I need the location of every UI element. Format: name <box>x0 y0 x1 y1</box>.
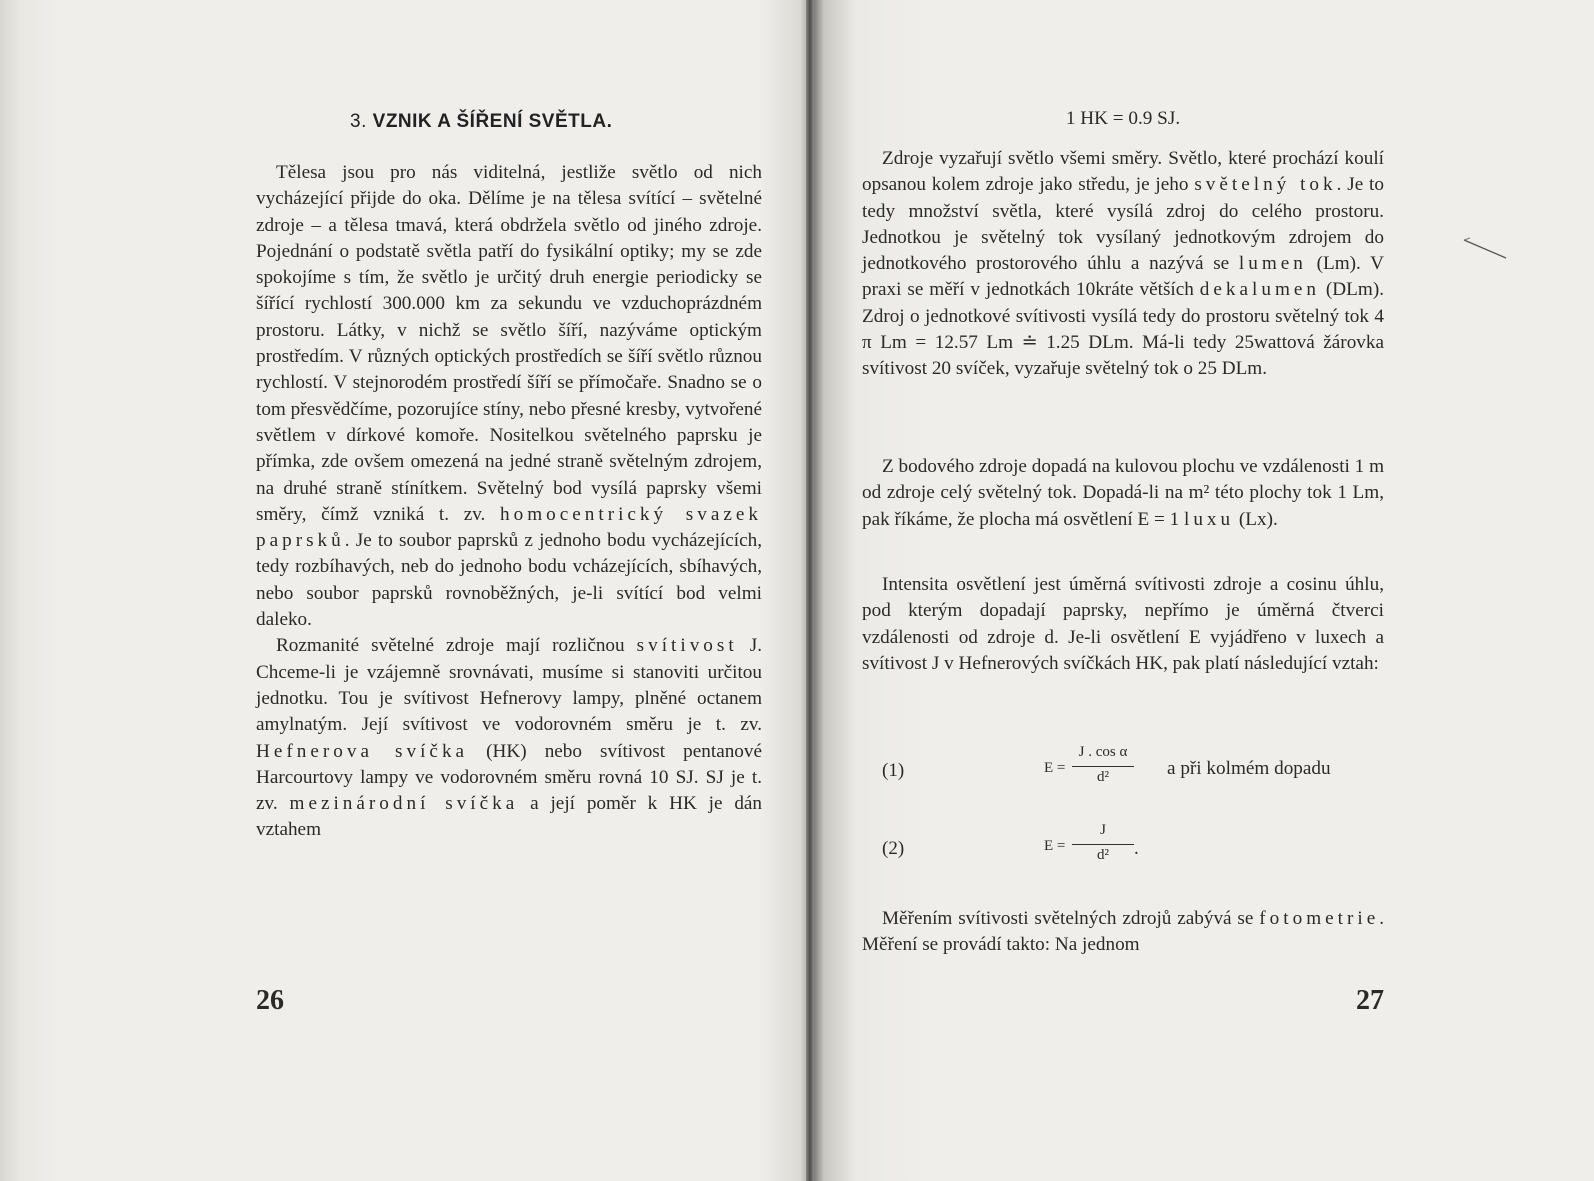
equation-2-lhs: E = <box>1044 838 1066 854</box>
left-p2-b: J. Chceme-li je vzájemně srovnávati, musíme si stanoviti určitou jednotku. Tou je svítivost Hefnerovy lampy, plněné octanem amylnatým. Její svítivost ve vodorovném směru je t. zv. <box>256 635 762 736</box>
fraction-bar <box>1072 844 1134 845</box>
left-paragraph-1-block <box>256 160 762 844</box>
left-page-number: 26 <box>256 985 284 1016</box>
right-p1-c: (Lm). V praxi se měří v jednotkách 10kráte větších <box>862 253 1385 301</box>
left-p2-d: a její poměr k HK je dán vztahem <box>256 793 763 841</box>
equation-1 <box>862 744 1384 794</box>
chapter-number: 3. <box>350 111 367 132</box>
right-p2-a: Z bodového zdroje dopadá na kulovou plochu ve vzdálenosti 1 m od zdroje celý světelný tok. Dopadá-li na m² této plochy tok 1 Lm, pak říkáme, že plocha má osvětlení E = 1 <box>862 456 1384 530</box>
right-paragraph-3: Intensita osvětlení jest úměrná svítivosti zdroje a cosinu úhlu, pod kterým dopadají paprsky, nepřímo je úměrná čtverci vzdálenosti od zdroje d. Je-li osvětlení E vyjádřeno v luxech a svítivost J v Hefnerových svíčkách HK, pak platí následující vztah: <box>862 574 1384 674</box>
fraction-bar <box>1072 766 1134 767</box>
equation-1-label: (1) <box>882 760 905 781</box>
right-paragraph-3-block <box>862 572 1384 677</box>
left-p2-term1: svítivost <box>636 635 738 657</box>
equation-2-period: . <box>1134 838 1139 859</box>
right-p2-term: luxu <box>1183 508 1235 530</box>
equation-1-numerator: J . cos α <box>1078 744 1128 760</box>
equation-2-formula <box>1044 822 1164 872</box>
equation-1-note: a při kolmém dopadu <box>1167 758 1331 779</box>
left-paragraph-1 <box>256 160 762 633</box>
right-page-number: 27 <box>1356 985 1384 1016</box>
chapter-heading <box>350 111 612 133</box>
equation-1-formula <box>1044 744 1164 794</box>
chapter-title: VZNIK A ŠÍŘENÍ SVĚTLA. <box>372 111 613 132</box>
equation-2-denominator: d² <box>1097 847 1109 863</box>
right-p4-a: Měřením svítivosti světelných zdrojů zabývá se <box>882 908 1254 929</box>
right-paragraph-1-block <box>862 146 1384 383</box>
equation-1-lhs: E = <box>1044 760 1066 776</box>
left-paragraph-2 <box>256 633 762 843</box>
equation-2-label: (2) <box>882 838 905 859</box>
right-paragraph-1 <box>862 146 1384 383</box>
right-p1-a: Zdroje vyzařují světlo všemi směry. Světlo, které prochází koulí opsanou kolem zdroje jako středu, je jeho <box>862 148 1384 196</box>
book-gutter <box>806 0 814 1181</box>
right-p1-term3: dekalumen <box>1199 279 1320 301</box>
left-p2-a: Rozmanité světelné zdroje mají rozličnou <box>276 635 625 657</box>
right-paragraph-4 <box>862 906 1384 959</box>
right-p1-d: (DLm). Zdroj o jednotkové svítivosti vysílá tedy do prostoru světelný tok 4 π Lm = 12.57 Lm ≐ 1.25 DLm. Má-li tedy 25wattová žárovka svítivost 20 svíček, vyzařuje světelný tok o 25 DLm. <box>862 279 1384 380</box>
right-p2-b: (Lx). <box>1238 508 1278 530</box>
equation-2-numerator: J <box>1100 822 1106 838</box>
right-p4-b: . Měření se provádí takto: Na jednom <box>862 908 1385 956</box>
equation-2 <box>862 822 1384 872</box>
left-p2-c: (HK) nebo svítivost pentanové Harcourtovy lampy ve vodorovném směru rovná 10 SJ. SJ je t. zv. <box>256 740 763 815</box>
left-p1-end: . Je to soubor paprsků z jednoho bodu vycházejících, tedy rozbíhavých, neb do jednoho bodu vcházejících, sbíhavých, nebo soubor paprsků rovnoběžných, je-li svítící bod velmi daleko. <box>256 530 762 631</box>
right-p1-term2: lumen <box>1238 253 1307 275</box>
equation-1-denominator: d² <box>1097 769 1109 785</box>
equation-2-fraction <box>1072 822 1134 864</box>
left-p2-term3: mezinárodní svíčka <box>289 793 519 815</box>
left-p1-term: homocentrický svazek paprsků <box>256 503 762 552</box>
right-p1-b: . Je to tedy množství světla, které vysílá zdroj do celého prostoru. Jednotkou je světelný tok vysílaný jednotkovým zdrojem do jednotkového prostorového úhlu a nazývá se <box>862 174 1384 275</box>
right-paragraph-4-block <box>862 906 1384 959</box>
unit-relation: 1 HK = 0.9 SJ. <box>1065 108 1181 129</box>
right-p4-term: fotometrie <box>1259 908 1380 929</box>
right-p1-term1: světelný tok <box>1194 174 1337 196</box>
pencil-mark-icon <box>1462 236 1510 260</box>
left-p2-term2: Hefnerova svíčka <box>256 740 469 762</box>
right-paragraph-2-block <box>862 454 1384 533</box>
right-paragraph-2 <box>862 454 1384 533</box>
left-p1-text: Tělesa jsou pro nás viditelná, jestliže světlo od nich vycházející přijde do oka. Dělíme je na tělesa svítící – světelné zdroje – a tělesa tmavá, která obdržela světlo od jiného zdroje. Pojednání o podstatě světla patří do fysikální optiky; my se zde spokojíme s tím, že světlo je určitý druh energie periodicky se šířící rychlostí 300.000 km za sekundu ve vzduchoprázdném prostoru. Látky, v nichž se světlo šíří, nazýváme optickým prostředím. V různých optických prostředích se šíří světlo různou rychlostí. V stejnorodém prostředí šíří se přímočaře. Snadno se o tom přesvědčíme, pozorujíce stíny, nebo přesné kresby, vytvořené světlem v dírkové komoře. Nositelkou světelného paprsku je přímka, zde ovšem omezená na jedné straně světelným zdrojem, na druhé straně stínítkem. Světelný bod vysílá paprsky všemi směry, čímž vzniká t. zv. <box>256 162 762 525</box>
equation-1-fraction <box>1072 744 1134 786</box>
